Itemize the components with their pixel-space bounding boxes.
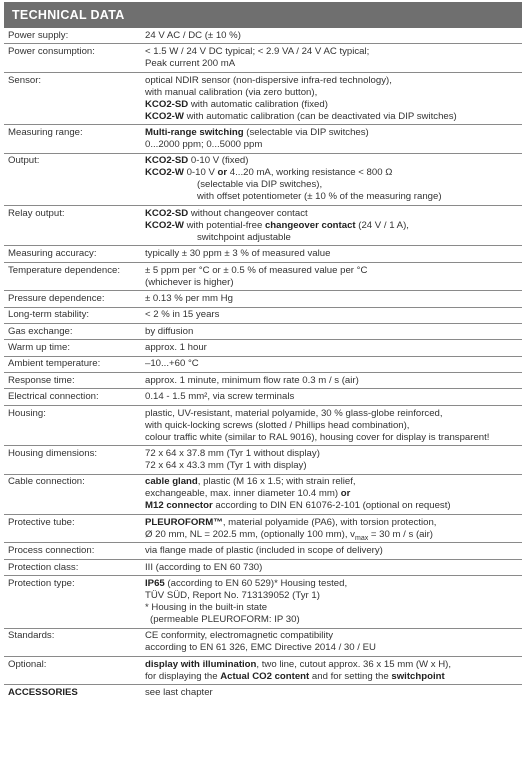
spec-row-housing-dimensions [4,446,522,474]
spec-row-cable-connection [4,474,522,514]
spec-row-process-connection [4,543,522,559]
spec-label: Protection class: [4,559,141,575]
spec-row-ambient-temperature [4,356,522,372]
spec-row-protection-class [4,559,522,575]
spec-value: cable gland, plastic (M 16 x 1.5; with strain relief, exchangeable, max. inner diameter 10.4 mm) or M12 connector according to DIN EN 61076-2-101 (optional on request) [141,474,522,514]
spec-label: Housing dimensions: [4,446,141,474]
spec-label: Gas exchange: [4,323,141,339]
spec-value: Multi-range switching (selectable via DIP switches) 0...2000 ppm; 0...5000 ppm [141,125,522,153]
spec-value: IP65 (according to EN 60 529)* Housing tested, TÜV SÜD, Report No. 713139052 (Tyr 1) * Housing in the built-in state (permeable PLEUROFORM: IP 30) [141,576,522,628]
spec-row-pressure-dependence [4,291,522,307]
spec-row-measuring-accuracy [4,246,522,262]
spec-label: Output: [4,153,141,205]
spec-label: Power supply: [4,28,141,44]
spec-value: 0.14 - 1.5 mm², via screw terminals [141,389,522,405]
spec-row-accessories [4,685,522,701]
spec-value: KCO2-SD 0-10 V (fixed) KCO2-W 0-10 V or 4...20 mA, working resistance < 800 Ω (selectable via DIP switches), with offset potentiometer (± 10 % of the measuring range) [141,153,522,205]
spec-row-standards [4,628,522,656]
spec-label: Protection type: [4,576,141,628]
spec-row-power-consumption [4,44,522,72]
spec-value: by diffusion [141,323,522,339]
spec-value: 24 V AC / DC (± 10 %) [141,28,522,44]
spec-label: Standards: [4,628,141,656]
spec-value: approx. 1 minute, minimum flow rate 0.3 m / s (air) [141,373,522,389]
spec-row-warm-up-time [4,340,522,356]
spec-value: display with illumination, two line, cutout approx. 36 x 15 mm (W x H), for displaying the Actual CO2 content and for setting the switchpoint [141,656,522,684]
spec-label: Cable connection: [4,474,141,514]
spec-row-optional [4,656,522,684]
technical-data-table [4,28,522,701]
section-header-technical-data: TECHNICAL DATA [4,2,522,28]
spec-label: Measuring accuracy: [4,246,141,262]
spec-value: plastic, UV-resistant, material polyamide, 30 % glass-globe reinforced, with quick-locking screws (slotted / Phillips head combination), colour traffic white (similar to RAL 9016), housing cover for display is transparent! [141,405,522,445]
spec-row-temperature-dependence [4,262,522,290]
spec-label: Process connection: [4,543,141,559]
spec-row-measuring-range [4,125,522,153]
spec-label: Ambient temperature: [4,356,141,372]
spec-value: see last chapter [145,687,213,699]
spec-value: typically ± 30 ppm ± 3 % of measured value [141,246,522,262]
spec-row-gas-exchange [4,323,522,339]
spec-label: Protective tube: [4,515,141,543]
spec-value: approx. 1 hour [141,340,522,356]
spec-value: < 1.5 W / 24 V DC typical; < 2.9 VA / 24 V AC typical; Peak current 200 mA [141,44,522,72]
spec-row-housing [4,405,522,445]
spec-label: Sensor: [4,72,141,124]
spec-label: Warm up time: [4,340,141,356]
spec-value: optical NDIR sensor (non-dispersive infra-red technology), with manual calibration (via zero button), KCO2-SD with automatic calibration (fixed) KCO2-W with automatic calibration (can be deactivated via DIP switches) [141,72,522,124]
spec-value: < 2 % in 15 years [141,307,522,323]
spec-label: Temperature dependence: [4,262,141,290]
spec-row-protective-tube [4,515,522,543]
spec-value: –10...+60 °C [141,356,522,372]
spec-label: Long-term stability: [4,307,141,323]
spec-row-response-time [4,373,522,389]
spec-row-long-term-stability [4,307,522,323]
spec-label: Electrical connection: [4,389,141,405]
spec-label: Measuring range: [4,125,141,153]
spec-value: III (according to EN 60 730) [141,559,522,575]
spec-value: via flange made of plastic (included in scope of delivery) [141,543,522,559]
spec-value: ± 0.13 % per mm Hg [141,291,522,307]
spec-row-output [4,153,522,205]
spec-value: 72 x 64 x 37.8 mm (Tyr 1 without display) 72 x 64 x 43.3 mm (Tyr 1 with display) [141,446,522,474]
spec-value: KCO2-SD without changeover contact KCO2-W with potential-free changeover contact (24 V / 1 A), switchpoint adjustable [141,205,522,245]
spec-label: Power consumption: [4,44,141,72]
spec-label: Relay output: [4,205,141,245]
spec-row-sensor [4,72,522,124]
spec-value: CE conformity, electromagnetic compatibility according to EN 61 326, EMC Directive 2014 / 30 / EU [141,628,522,656]
spec-value: PLEUROFORM™, material polyamide (PA6), with torsion protection, Ø 20 mm, NL = 202.5 mm, (optionally 100 mm), $v_{max} = 30$ m / s (air) [141,515,522,543]
accessories-heading: ACCESSORIES [8,687,78,699]
spec-label: Optional: [4,656,141,684]
spec-row-power-supply [4,28,522,44]
spec-value: ± 5 ppm per °C or ± 0.5 % of measured value per °C (whichever is higher) [141,262,522,290]
spec-label: Housing: [4,405,141,445]
spec-row-relay-output [4,205,522,245]
spec-row-electrical-connection [4,389,522,405]
spec-label: Response time: [4,373,141,389]
spec-row-protection-type [4,576,522,628]
spec-label: Pressure dependence: [4,291,141,307]
